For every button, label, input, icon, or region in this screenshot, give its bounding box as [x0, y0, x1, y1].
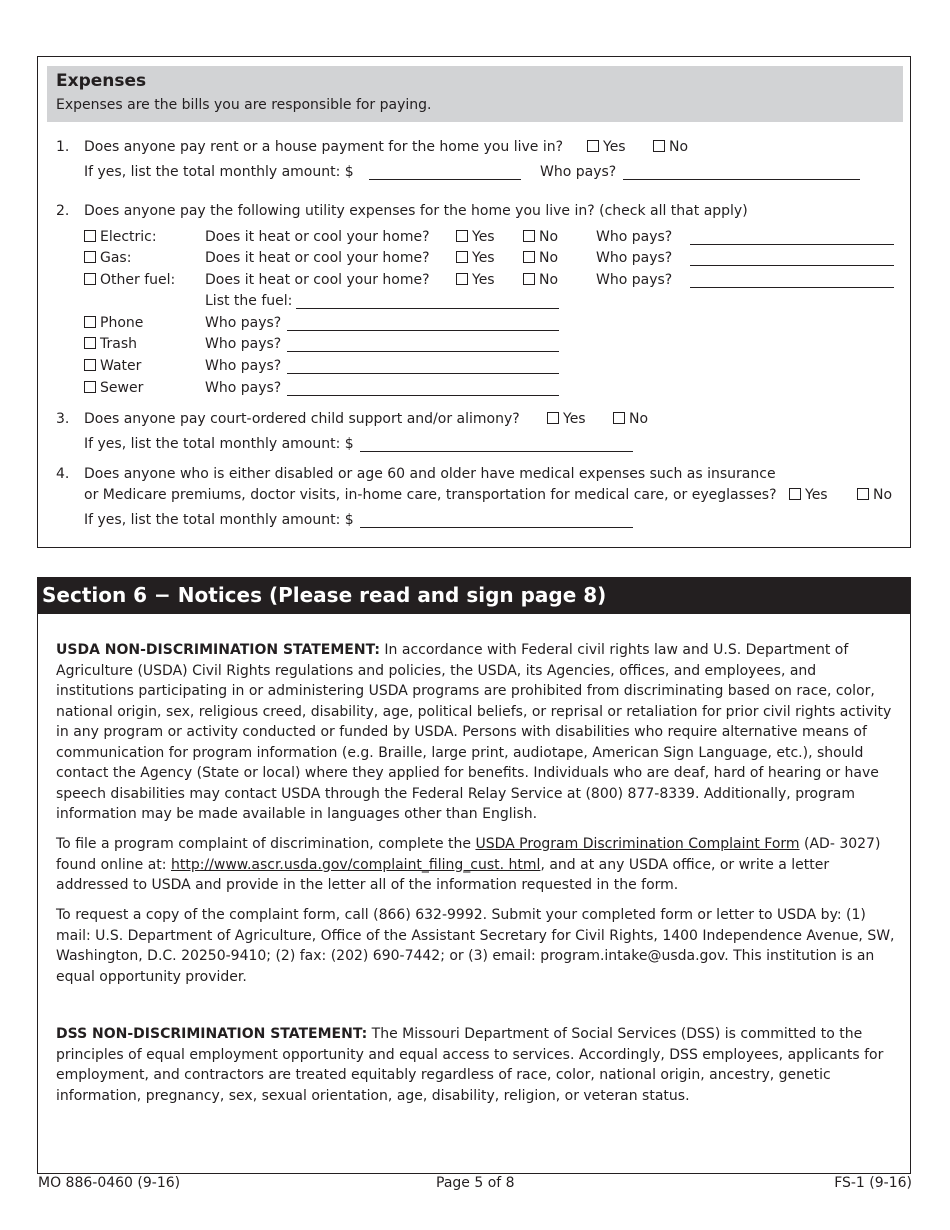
electric-heat-no-label: No	[539, 229, 559, 245]
q3-amount-field[interactable]	[360, 438, 633, 452]
section6-title: Section 6 − Notices (Please read and sign page 8)	[42, 583, 607, 607]
utility-electric[interactable]	[84, 229, 157, 245]
dss-heading: DSS NON-DISCRIMINATION STATEMENT:	[56, 1026, 368, 1042]
q4-yes-label: Yes	[805, 487, 828, 503]
q1-amount-label: If yes, list the total monthly amount: $	[84, 164, 354, 180]
q4-amount-label: If yes, list the total monthly amount: $	[84, 512, 354, 528]
q1-amount-field[interactable]	[369, 166, 521, 180]
gas-who-pays-label: Who pays?	[596, 250, 673, 266]
electric-label: Electric:	[100, 229, 157, 245]
electric-who-pays-label: Who pays?	[596, 229, 673, 245]
gas-heat-no[interactable]	[523, 250, 558, 266]
gas-heat-yes-label: Yes	[472, 250, 495, 266]
footer-page-number: Page 5 of 8	[436, 1175, 515, 1191]
other-fuel-heat-yes-label: Yes	[472, 272, 495, 288]
complaint-text-1: To file a program complaint of discrimination, complete the	[56, 836, 472, 852]
sewer-who-pays-field[interactable]	[287, 382, 559, 396]
q3-yes-label: Yes	[563, 411, 586, 427]
trash-who-pays-label: Who pays?	[205, 336, 282, 352]
gas-heat-yes[interactable]	[456, 250, 495, 266]
electric-heat-question: Does it heat or cool your home?	[205, 229, 430, 245]
q4-no-option[interactable]	[857, 487, 892, 503]
trash-checkbox[interactable]	[84, 337, 96, 349]
request-paragraph: To request a copy of the complaint form, call (866) 632-9992. Submit your completed form or letter to USDA by: (1) mail: U.S. Department of Agriculture, Office of the Assistant Secretary for Civil Rights, 1400 Independence Avenue, SW, Washington, D.C. 20250-9410; (2) fax: (202) 690-7442; or (3) email: program.intake@usda.gov. This institution is an equal opportunity provider.	[56, 907, 895, 985]
q1-yes-checkbox[interactable]	[587, 140, 599, 152]
other-fuel-heat-yes-checkbox[interactable]	[456, 273, 468, 285]
q4-yes-checkbox[interactable]	[789, 488, 801, 500]
sewer-checkbox[interactable]	[84, 381, 96, 393]
q3-yes-checkbox[interactable]	[547, 412, 559, 424]
q1-number: 1.	[56, 139, 70, 155]
complaint-text-2: (AD- 3027) found online at:	[56, 836, 881, 873]
utility-sewer[interactable]	[84, 380, 143, 396]
other-fuel-heat-question: Does it heat or cool your home?	[205, 272, 430, 288]
q3-yes-option[interactable]	[547, 411, 586, 427]
q4-text-line2: or Medicare premiums, doctor visits, in-home care, transportation for medical care, or eyeglasses?	[84, 487, 777, 503]
utility-phone[interactable]	[84, 315, 143, 331]
q4-amount-field[interactable]	[360, 514, 633, 528]
phone-label: Phone	[100, 315, 144, 331]
q4-text-line1: Does anyone who is either disabled or age 60 and older have medical expenses such as insurance	[84, 466, 776, 482]
q2-number: 2.	[56, 203, 70, 219]
q3-amount-label: If yes, list the total monthly amount: $	[84, 436, 354, 452]
water-who-pays-field[interactable]	[287, 360, 559, 374]
water-checkbox[interactable]	[84, 359, 96, 371]
complaint-form-link[interactable]: USDA Program Discrimination Complaint Form	[475, 836, 800, 852]
other-fuel-checkbox[interactable]	[84, 273, 96, 285]
phone-who-pays-label: Who pays?	[205, 315, 282, 331]
phone-checkbox[interactable]	[84, 316, 96, 328]
usda-statement	[56, 640, 896, 825]
q3-no-option[interactable]	[613, 411, 648, 427]
electric-heat-yes[interactable]	[456, 229, 495, 245]
gas-heat-question: Does it heat or cool your home?	[205, 250, 430, 266]
electric-heat-yes-label: Yes	[472, 229, 495, 245]
other-fuel-heat-no[interactable]	[523, 272, 558, 288]
usda-heading: USDA NON-DISCRIMINATION STATEMENT:	[56, 642, 380, 658]
water-label: Water	[100, 358, 142, 374]
utility-water[interactable]	[84, 358, 141, 374]
q1-text: Does anyone pay rent or a house payment for the home you live in?	[84, 139, 564, 155]
other-fuel-heat-yes[interactable]	[456, 272, 495, 288]
q4-yes-option[interactable]	[789, 487, 828, 503]
gas-who-pays-field[interactable]	[690, 252, 894, 266]
q3-text: Does anyone pay court-ordered child support and/or alimony?	[84, 411, 520, 427]
trash-label: Trash	[100, 336, 137, 352]
q1-no-checkbox[interactable]	[653, 140, 665, 152]
q2-text: Does anyone pay the following utility expenses for the home you live in? (check all that apply)	[84, 203, 748, 219]
other-fuel-heat-no-checkbox[interactable]	[523, 273, 535, 285]
q3-number: 3.	[56, 411, 70, 427]
other-fuel-label: Other fuel:	[100, 272, 176, 288]
other-fuel-who-pays-label: Who pays?	[596, 272, 673, 288]
q1-who-pays-field[interactable]	[623, 166, 860, 180]
electric-who-pays-field[interactable]	[690, 231, 894, 245]
electric-heat-no-checkbox[interactable]	[523, 230, 535, 242]
electric-heat-no[interactable]	[523, 229, 558, 245]
list-fuel-field[interactable]	[296, 295, 559, 309]
q4-no-label: No	[873, 487, 893, 503]
q4-no-checkbox[interactable]	[857, 488, 869, 500]
footer-form-code: FS-1 (9-16)	[834, 1175, 912, 1191]
expenses-title: Expenses	[56, 71, 147, 91]
phone-who-pays-field[interactable]	[287, 317, 559, 331]
list-fuel-label: List the fuel:	[205, 293, 293, 309]
gas-label: Gas:	[100, 250, 132, 266]
q1-yes-label: Yes	[603, 139, 626, 155]
complaint-paragraph	[56, 834, 896, 896]
trash-who-pays-field[interactable]	[287, 338, 559, 352]
complaint-text-3: , and at any USDA office, or write a letter addressed to USDA and provide in the letter all of the information requested in the form.	[56, 856, 830, 893]
complaint-url-link[interactable]: http://www.ascr.usda.gov/complaint_filing_cust. html	[170, 856, 541, 873]
gas-heat-no-label: No	[539, 250, 559, 266]
gas-heat-yes-checkbox[interactable]	[456, 251, 468, 263]
electric-heat-yes-checkbox[interactable]	[456, 230, 468, 242]
q4-number: 4.	[56, 466, 70, 482]
q3-no-label: No	[629, 411, 649, 427]
other-fuel-who-pays-field[interactable]	[690, 274, 894, 288]
utility-other-fuel[interactable]	[84, 272, 175, 288]
dss-text: The Missouri Department of Social Services (DSS) is committed to the principles of equal employment opportunity and equal access to services. Accordingly, DSS employees, applicants for employment, and contractors are treated equitably regardless of race, color, national origin, ancestry, genetic information, pregnancy, sex, sexual orientation, age, disability, religion, or veteran status.	[56, 1026, 884, 1104]
q3-no-checkbox[interactable]	[613, 412, 625, 424]
expenses-header	[47, 66, 903, 122]
q1-no-option[interactable]	[653, 139, 688, 155]
q1-yes-option[interactable]	[587, 139, 626, 155]
usda-text: In accordance with Federal civil rights law and U.S. Department of Agriculture (USDA) Civil Rights regulations and policies, the USDA, its Agencies, offices, and employees, and institutions participating in or administering USDA programs are prohibited from discriminating based on race, color, national origin, sex, religious creed, disability, age, political beliefs, or reprisal or retaliation for prior civil rights activity in any program or activity conducted or funded by USDA. Persons with disabilities who require alternative means of communication for program information (e.g. Braille, large print, audiotape, American Sign Language, etc.), should contact the Agency (State or local) where they applied for benefits. Individuals who are deaf, hard of hearing or have speech disabilities may contact USDA through the Federal Relay Service at (800) 877-8339. Additionally, program information may be made available in languages other than English.	[56, 642, 892, 822]
utility-trash[interactable]	[84, 336, 137, 352]
utility-gas[interactable]	[84, 250, 131, 266]
other-fuel-heat-no-label: No	[539, 272, 559, 288]
electric-checkbox[interactable]	[84, 230, 96, 242]
gas-checkbox[interactable]	[84, 251, 96, 263]
water-who-pays-label: Who pays?	[205, 358, 282, 374]
expenses-description: Expenses are the bills you are responsible for paying.	[56, 97, 432, 113]
sewer-who-pays-label: Who pays?	[205, 380, 282, 396]
gas-heat-no-checkbox[interactable]	[523, 251, 535, 263]
footer-form-number: MO 886-0460 (9-16)	[38, 1175, 181, 1191]
q1-who-pays-label: Who pays?	[540, 164, 617, 180]
sewer-label: Sewer	[100, 380, 144, 396]
q1-no-label: No	[669, 139, 689, 155]
dss-statement	[56, 1024, 896, 1106]
